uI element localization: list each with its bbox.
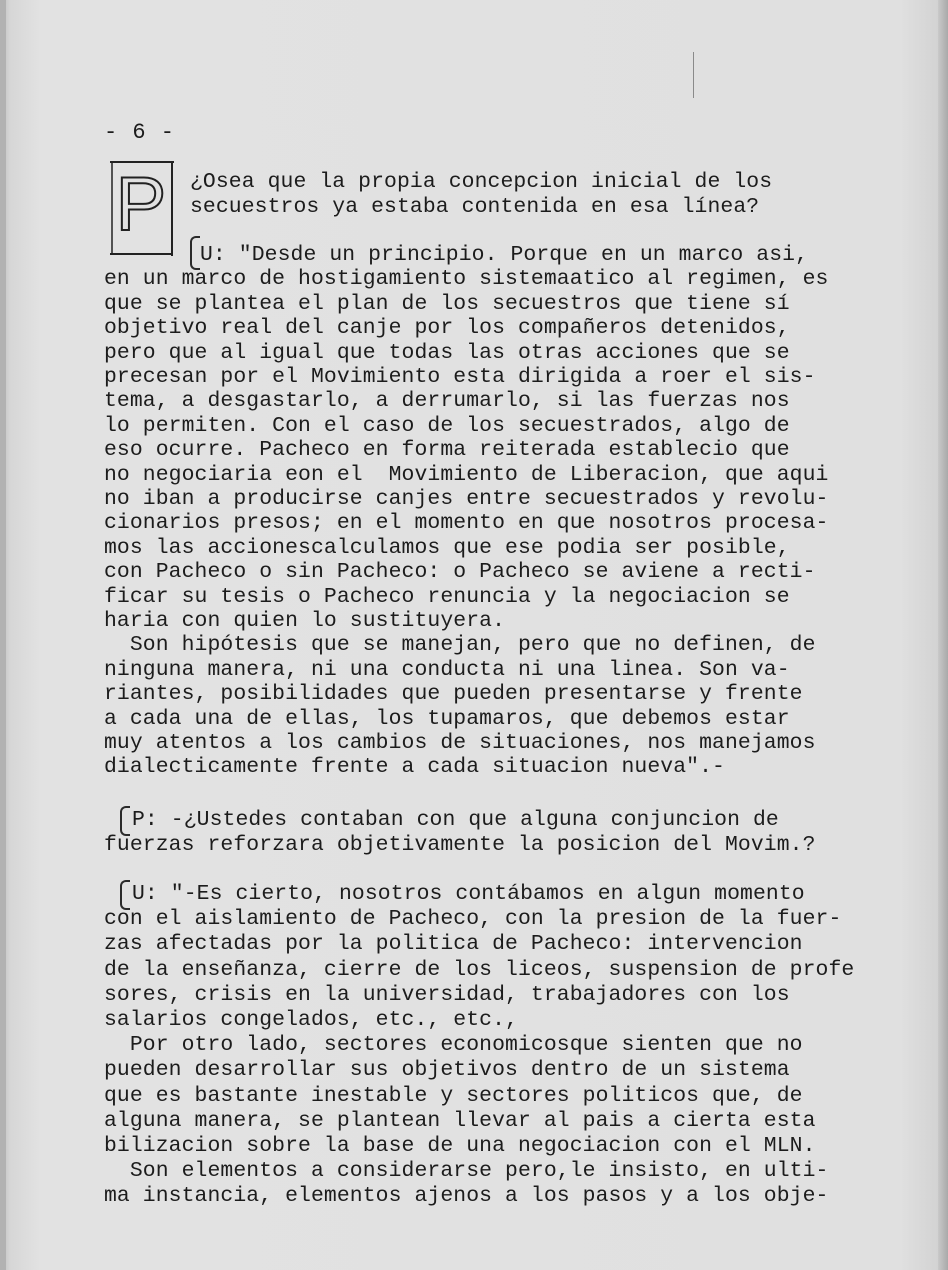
text-line: pero que al igual que todas las otras acciones que se [104,340,790,365]
text-line: precesan por el Movimiento esta dirigida a roer el sis- [104,365,816,389]
text-line: que es bastante inestable y sectores politicos que, de [104,1083,803,1108]
question-bracket [120,806,130,836]
text-line: U: "-Es cierto, nosotros contábamos en algun momento [132,882,805,906]
page-number: - 6 - [104,120,176,145]
paper-mark [693,52,694,98]
text-line: que se plantea el plan de los secuestros que tiene sí [104,291,790,316]
text-line: bilizacion sobre la base de una negociacion con el MLN. [104,1134,816,1158]
text-line: haria con quien lo sustituyera. [104,609,506,633]
text-line: zas afectadas por la politica de Pacheco: intervencion [104,932,803,957]
text-line: U: "Desde un principio. Porque en un marco asi, [200,243,809,267]
text-line: alguna manera, se plantean llevar al pais a cierta esta [104,1108,816,1133]
text-line: eso ocurre. Pacheco en forma reiterada establecio que [104,438,790,463]
text-line: objetivo real del canje por los compañeros detenidos, [104,316,790,341]
text-line: P: -¿Ustedes contaban con que alguna conjuncion de [132,808,779,832]
text-line: Son hipótesis que se manejan, pero que no definen, de [104,633,816,658]
text-line: mos las accionescalculamos que ese podia ser posible, [104,535,790,560]
text-line: lo permiten. Con el caso de los secuestrados, algo de [104,413,790,438]
text-line: con el aislamiento de Pacheco, con la presion de la fuer- [104,907,842,932]
text-line: con Pacheco o sin Pacheco: o Pacheco se aviene a recti- [104,560,816,585]
text-line: pueden desarrollar sus objetivos dentro de un sistema [104,1058,790,1083]
text-line: ma instancia, elementos ajenos a los pasos y a los obje- [104,1184,829,1209]
text-line: dialecticamente frente a cada situacion nueva".- [104,755,725,780]
text-line: sores, crisis en la universidad, trabajadores con los [104,982,790,1007]
page-left-edge [0,0,6,1270]
text-line: riantes, posibilidades que pueden presentarse y frente [104,682,803,707]
page-right-edge [938,0,948,1270]
text-line: de la enseñanza, cierre de los liceos, suspension de profe [104,957,855,982]
text-line: no iban a producirse canjes entre secuestrados y revolu- [104,487,829,511]
text-line: Por otro lado, sectores economicosque sienten que no [104,1033,803,1058]
text-line: muy atentos a los cambios de situaciones, nos manejamos [104,731,816,755]
text-line: cionarios presos; en el momento en que nosotros procesa- [104,511,829,536]
text-line: fuerzas reforzara objetivamente la posicion del Movim.? [104,833,816,857]
text-line: en un marco de hostigamiento sistemaatico al regimen, es [104,267,829,292]
text-line: secuestros ya estaba contenida en esa línea? [190,195,760,219]
text-line: salarios congelados, etc., etc., [104,1008,518,1032]
text-line: a cada una de ellas, los tupamaros, que debemos estar [104,706,790,731]
answer-bracket [190,236,200,270]
text-line: tema, a desgastarlo, a derrumarlo, si las fuerzas nos [104,389,790,414]
answer-bracket [120,880,130,910]
text-line: Son elementos a considerarse pero,le insisto, en ulti- [104,1159,829,1184]
dropcap-letter [108,160,174,256]
text-line: ficar su tesis o Pacheco renuncia y la negociacion se [104,584,790,609]
text-line: ninguna manera, ni una conducta ni una linea. Son va- [104,657,790,682]
svg-text:P: P [115,162,167,247]
text-line: ¿Osea que la propia concepcion inicial de los [190,170,773,194]
text-line: no negociaria eon el Movimiento de Liberacion, que aqui [104,462,829,487]
